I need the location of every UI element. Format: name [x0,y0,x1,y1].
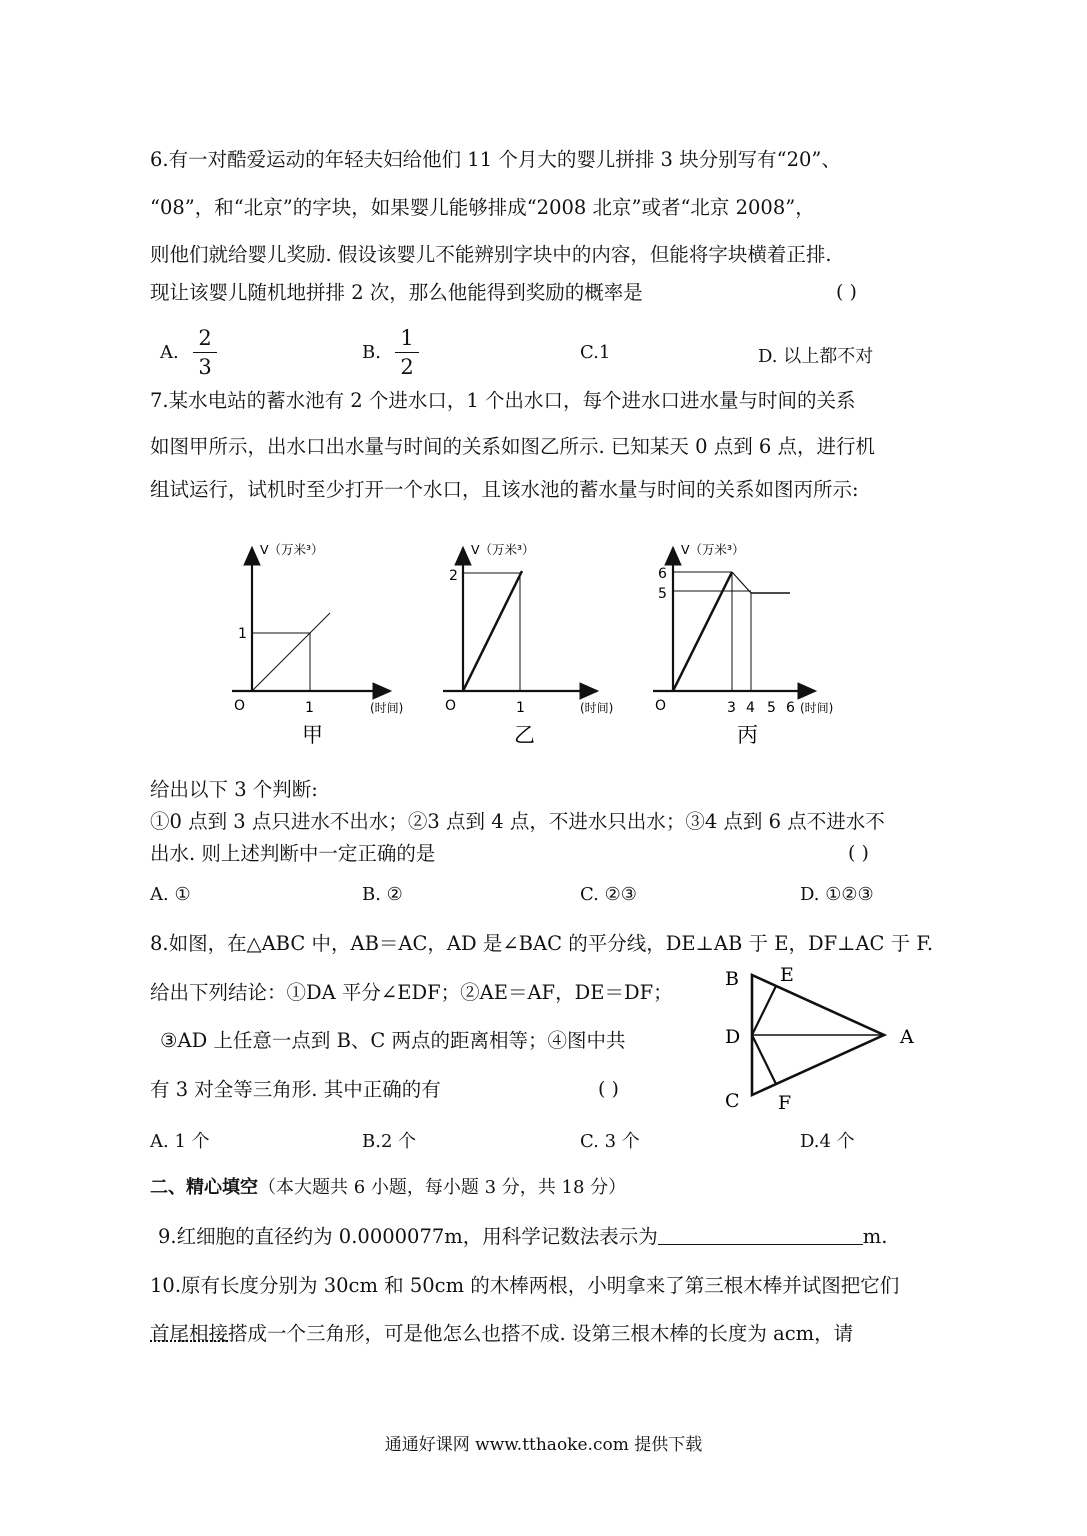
section-2-note: （本大题共 6 小题，每小题 3 分，共 18 分） [258,1177,627,1198]
q8-triangle-figure [700,955,930,1120]
jia-xlabel: (时间) [370,701,404,715]
yi-tick-x: 1 [516,700,525,716]
q10-line-2 [150,1322,940,1346]
q9-answer-blank[interactable] [658,1226,863,1245]
q7-graphs [0,530,1087,760]
q7-option-b: B. ② [362,884,403,905]
q7-line-5: ①0 点到 3 点只进水不出水；②3 点到 4 点，不进水只出水；③4 点到 6 点不进水不 [150,810,885,833]
label-e: E [780,964,794,986]
q8-option-c: C. 3 个 [580,1131,640,1152]
q7-line-3: 组试运行，试机时至少打开一个水口，且该水池的蓄水量与时间的关系如图丙所示: [150,478,859,501]
yi-origin: O [445,698,457,714]
bing-ylabel: V（万米³） [681,542,745,557]
q8-option-b: B.2 个 [362,1131,417,1152]
segment-df [752,1035,776,1084]
q8-line-2: 给出下列结论：①DA 平分∠EDF；②AE＝AF，DE＝DF； [150,981,673,1004]
q8-line-1: 8.如图，在△ABC 中，AB＝AC，AD 是∠BAC 的平分线，DE⊥AB 于 E，DF⊥AC 于 F. [150,932,934,955]
yi-caption: 乙 [514,723,535,747]
bing-line-fall [732,572,751,593]
jia-ylabel: V（万米³） [260,542,324,557]
q10-emphasis: 首尾相接 [150,1322,229,1345]
q9-line [158,1225,948,1249]
q6-line-1: 6.有一对酷爱运动的年轻夫妇给他们 11 个月大的婴儿拼排 3 块分别写有“20”、 [150,148,841,171]
label-b: B [725,968,739,990]
q6-option-b-fraction [395,326,419,379]
fraction-numerator: 1 [395,326,419,353]
q6-option-c: C.1 [580,342,611,363]
bing-caption: 丙 [737,723,758,747]
graph-jia [232,542,403,747]
label-c: C [725,1090,740,1112]
jia-origin: O [234,698,246,714]
q6-option-b-label: B. [362,342,381,363]
bing-origin: O [655,698,667,714]
fraction-denominator: 3 [198,355,212,379]
q7-option-d: D. ①②③ [800,884,874,905]
jia-line [252,613,330,691]
jia-tick-y: 1 [238,626,247,642]
q6-option-a-label: A. [160,342,179,363]
section-2-title: 二、精心填空 [150,1177,258,1198]
fraction-denominator: 2 [400,355,414,379]
q9-text: 9.红细胞的直径约为 0.0000077m，用科学记数法表示为 [158,1225,658,1248]
page-footer: 通通好课网 www.tthaoke.com 提供下载 [384,1435,703,1455]
bing-tick-x6: 6 [786,700,795,716]
yi-ylabel: V（万米³） [471,542,535,557]
q7-line-4: 给出以下 3 个判断: [150,778,318,801]
segment-de [752,986,776,1035]
q6-option-a-fraction [193,326,217,379]
q7-line-2: 如图甲所示，出水口出水量与时间的关系如图乙所示. 已知某天 0 点到 6 点，进行机 [150,435,876,458]
label-a: A [900,1026,914,1048]
yi-tick-y: 2 [449,568,458,584]
jia-caption: 甲 [302,723,323,747]
bing-tick-y6: 6 [658,566,667,582]
label-f: F [778,1092,792,1114]
q9-unit: m. [862,1225,888,1248]
q8-line-4: 有 3 对全等三角形. 其中正确的有 [150,1078,441,1101]
yi-line [463,571,522,691]
bing-line-rise [673,572,732,691]
q7-answer-paren: ( ) [848,842,869,864]
q8-option-d: D.4 个 [800,1131,855,1152]
q7-line-6: 出水. 则上述判断中一定正确的是 [150,842,436,865]
q8-answer-paren: ( ) [598,1078,619,1100]
q10-line-1: 10.原有长度分别为 30cm 和 50cm 的木棒两根，小明拿来了第三根木棒并试图把它们 [150,1274,900,1297]
bing-tick-y5: 5 [658,586,667,602]
graph-bing [653,542,833,747]
q10-line-2-rest: 搭成一个三角形，可是他怎么也搭不成. 设第三根木棒的长度为 acm，请 [228,1322,854,1345]
q6-line-3: 则他们就给婴儿奖励. 假设该婴儿不能辨别字块中的内容，但能将字块横着正排. [150,243,832,266]
bing-tick-x5: 5 [767,700,776,716]
yi-xlabel: (时间) [580,701,614,715]
graph-yi [443,542,613,747]
q7-line-1: 7.某水电站的蓄水池有 2 个进水口，1 个出水口，每个进水口进水量与时间的关系 [150,389,856,412]
bing-tick-x4: 4 [746,700,755,716]
section-2-heading [150,1176,940,1200]
jia-tick-x: 1 [305,700,314,716]
q8-option-a: A. 1 个 [150,1131,210,1152]
q6-option-d: D. 以上都不对 [758,346,874,367]
bing-xlabel: (时间) [800,701,834,715]
q6-line-4: 现让该婴儿随机地拼排 2 次，那么他能得到奖励的概率是 [150,281,643,304]
label-d: D [725,1026,741,1048]
q7-option-a: A. ① [150,884,191,905]
q6-line-2: “08”，和“北京”的字块，如果婴儿能够排成“2008 北京”或者“北京 2008”， [150,196,815,219]
bing-tick-x3: 3 [727,700,736,716]
q8-line-3: ③AD 上任意一点到 B、C 两点的距离相等；④图中共 [160,1029,626,1052]
q7-option-c: C. ②③ [580,884,637,905]
q6-answer-paren: ( ) [836,281,857,303]
fraction-numerator: 2 [193,326,217,353]
